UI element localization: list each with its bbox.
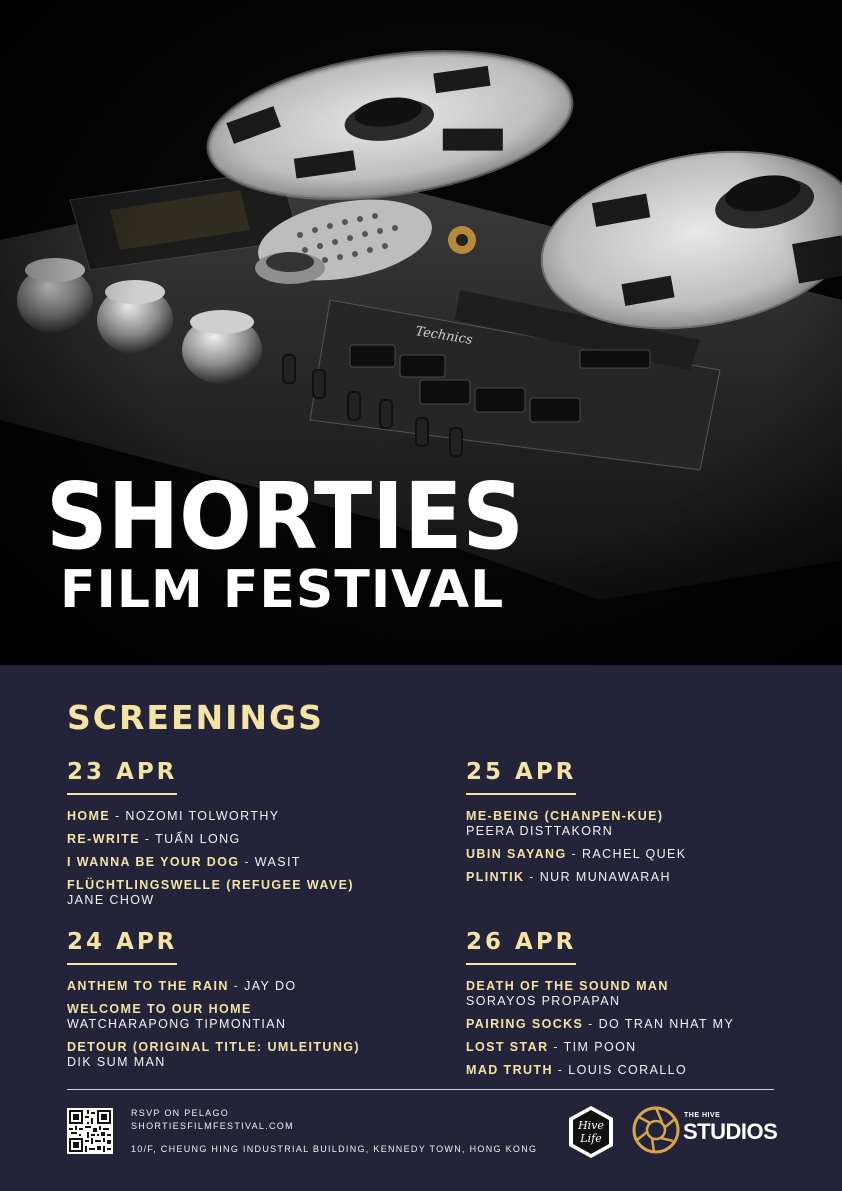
film-director: DIK SUM MAN: [67, 1055, 166, 1069]
film-entry: [466, 1040, 806, 1055]
section-title: SCREENINGS: [67, 698, 324, 737]
film-entry: [67, 832, 407, 847]
film-director: TUẤN LONG: [155, 832, 241, 846]
film-entry: [466, 1017, 806, 1032]
film-director: WASIT: [254, 855, 301, 869]
day-underline: [67, 793, 177, 795]
day-date: 25 APR: [466, 759, 577, 785]
film-title: DETOUR (ORIGINAL TITLE: UMLEITUNG): [67, 1040, 360, 1054]
film-title: UBIN SAYANG: [466, 847, 567, 861]
svg-text:Hive: Hive: [578, 1119, 604, 1132]
film-separator: -: [114, 809, 126, 823]
day-schedule: [466, 758, 806, 893]
film-title: RE-WRITE: [67, 832, 140, 846]
film-director: SORAYOS PROPAPAN: [466, 994, 621, 1008]
film-entry: [67, 809, 407, 824]
logo-subtitle: FILM FESTIVAL: [60, 560, 505, 620]
film-entry: [67, 1040, 407, 1070]
svg-text:Life: Life: [580, 1132, 602, 1145]
film-separator: -: [529, 870, 540, 884]
shorties-logo: [46, 470, 526, 558]
film-entry: [67, 979, 407, 994]
film-director: LOUIS CORALLO: [568, 1063, 688, 1077]
film-entry: [67, 855, 407, 870]
film-entry: [466, 847, 806, 862]
film-title: PLINTIK: [466, 870, 525, 884]
film-director: NOZOMI TOLWORTHY: [125, 809, 280, 823]
day-underline: [466, 793, 576, 795]
day-date: 26 APR: [466, 929, 577, 955]
film-entry: [466, 1063, 806, 1078]
hive-life-logo: [566, 1104, 616, 1160]
film-title: DEATH OF THE SOUND MAN: [466, 979, 669, 993]
day-schedule: [67, 758, 407, 916]
film-director: NUR MUNAWARAH: [539, 870, 671, 884]
day-schedule: [466, 928, 806, 1086]
footer-divider: [67, 1089, 774, 1090]
film-title: ANTHEM TO THE RAIN: [67, 979, 229, 993]
film-title: LOST STAR: [466, 1040, 549, 1054]
film-entry: [466, 809, 806, 839]
day-schedule: [67, 928, 407, 1078]
rsvp-text: RSVP ON PELAGO: [131, 1108, 230, 1118]
day-underline: [67, 963, 177, 965]
film-title: WELCOME TO OUR HOME: [67, 1002, 252, 1016]
film-director: PEERA DISTTAKORN: [466, 824, 614, 838]
film-title: HOME: [67, 809, 111, 823]
website-link[interactable]: SHORTIESFILMFESTIVAL.COM: [131, 1121, 294, 1131]
film-separator: -: [557, 1063, 569, 1077]
film-title: FLÜCHTLINGSWELLE (REFUGEE WAVE): [67, 878, 354, 892]
day-date: 23 APR: [67, 759, 178, 785]
film-separator: -: [571, 847, 582, 861]
hive-studios-big-text: STUDIOS: [683, 1119, 778, 1144]
film-separator: -: [233, 979, 245, 993]
film-entry: [466, 870, 806, 885]
qr-code-icon[interactable]: [67, 1108, 113, 1154]
venue-address: 10/F, CHEUNG HING INDUSTRIAL BUILDING, KENNEDY TOWN, HONG KONG: [131, 1144, 538, 1154]
film-entry: [466, 979, 806, 1009]
film-director: JANE CHOW: [67, 893, 155, 907]
film-director: RACHEL QUEK: [581, 847, 687, 861]
film-entry: [67, 1002, 407, 1032]
film-director: JAY DO: [244, 979, 297, 993]
film-director: DO TRAN NHAT MY: [598, 1017, 735, 1031]
film-title: MAD TRUTH: [466, 1063, 553, 1077]
film-separator: -: [244, 855, 255, 869]
film-director: TIM POON: [563, 1040, 637, 1054]
film-separator: -: [144, 832, 156, 846]
film-title: PAIRING SOCKS: [466, 1017, 584, 1031]
day-underline: [466, 963, 576, 965]
film-entry: [67, 878, 407, 908]
day-date: 24 APR: [67, 929, 178, 955]
logo-word: SHORTIES: [46, 470, 524, 558]
film-title: I WANNA BE YOUR DOG: [67, 855, 240, 869]
film-separator: -: [553, 1040, 564, 1054]
film-separator: -: [588, 1017, 599, 1031]
film-title: ME-BEING (CHANPEN-KUE): [466, 809, 664, 823]
hive-studios-small-text: THE HIVE: [684, 1112, 721, 1119]
film-director: WATCHARAPONG TIPMONTIAN: [67, 1017, 287, 1031]
